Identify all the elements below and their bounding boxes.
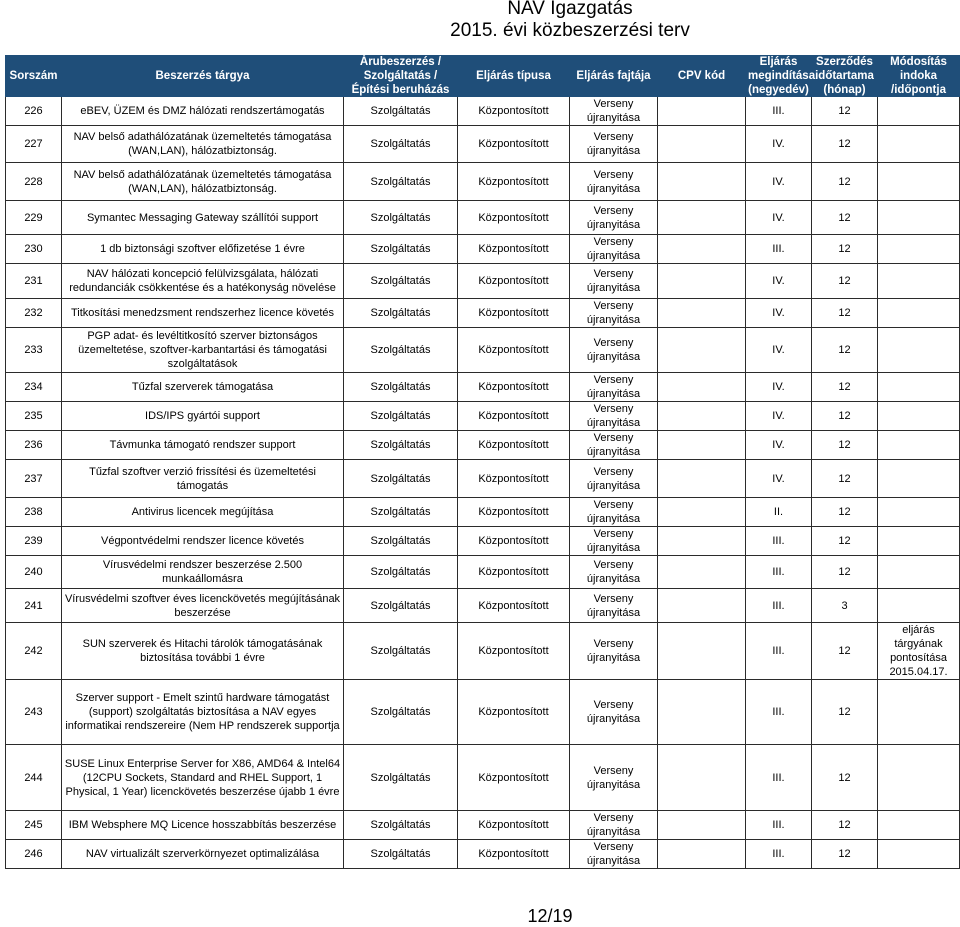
row-modification [878, 498, 960, 527]
row-cpv [658, 328, 746, 373]
row-procedure-type: Központosított [458, 623, 570, 680]
table-row [6, 556, 960, 589]
row-procedure-type: Központosított [458, 556, 570, 589]
row-procedure-kind: Verseny újranyitása [570, 97, 658, 126]
row-subject: NAV hálózati koncepció felülvizsgálata, hálózati redundanciák csökkentése és a hatékonyság növelése [62, 264, 344, 299]
row-duration: 12 [812, 373, 878, 402]
row-modification [878, 201, 960, 235]
row-procedure-type: Központosított [458, 201, 570, 235]
row-procedure-kind: Verseny újranyitása [570, 589, 658, 623]
row-subject: IBM Websphere MQ Licence hosszabbítás beszerzése [62, 811, 344, 840]
row-procedure-kind: Verseny újranyitása [570, 460, 658, 498]
row-number: 236 [6, 431, 62, 460]
row-subject: Symantec Messaging Gateway szállítói support [62, 201, 344, 235]
row-number: 232 [6, 299, 62, 328]
row-quarter: III. [746, 623, 812, 680]
row-quarter: IV. [746, 402, 812, 431]
row-duration: 12 [812, 623, 878, 680]
row-subject: Tűzfal szerverek támogatása [62, 373, 344, 402]
row-subject: Antivirus licencek megújítása [62, 498, 344, 527]
col-header-modositas: Módosítás indoka /időpontja [878, 55, 960, 97]
row-number: 243 [6, 680, 62, 745]
row-procedure-kind: Verseny újranyitása [570, 402, 658, 431]
row-cpv [658, 680, 746, 745]
row-quarter: III. [746, 97, 812, 126]
row-procedure-kind: Verseny újranyitása [570, 840, 658, 869]
row-type: Szolgáltatás [344, 126, 458, 163]
row-duration: 12 [812, 201, 878, 235]
row-modification [878, 680, 960, 745]
row-cpv [658, 235, 746, 264]
row-procedure-kind: Verseny újranyitása [570, 431, 658, 460]
row-procedure-type: Központosított [458, 680, 570, 745]
row-duration: 12 [812, 126, 878, 163]
table-row [6, 431, 960, 460]
table-row [6, 299, 960, 328]
row-quarter: III. [746, 840, 812, 869]
row-subject: SUN szerverek és Hitachi tárolók támogatásának biztosítása további 1 évre [62, 623, 344, 680]
row-modification [878, 745, 960, 811]
row-cpv [658, 126, 746, 163]
row-cpv [658, 623, 746, 680]
row-type: Szolgáltatás [344, 235, 458, 264]
row-duration: 12 [812, 460, 878, 498]
row-procedure-kind: Verseny újranyitása [570, 328, 658, 373]
row-quarter: II. [746, 498, 812, 527]
table-header [6, 55, 960, 97]
row-cpv [658, 527, 746, 556]
row-subject: 1 db biztonsági szoftver előfizetése 1 évre [62, 235, 344, 264]
row-procedure-type: Központosított [458, 498, 570, 527]
row-quarter: III. [746, 556, 812, 589]
row-modification [878, 235, 960, 264]
row-number: 246 [6, 840, 62, 869]
row-procedure-kind: Verseny újranyitása [570, 264, 658, 299]
row-subject: SUSE Linux Enterprise Server for X86, AMD64 & Intel64 (12CPU Sockets, Standard and RHEL Support, 1 Physical, 1 Year) licenckövetés beszerzése újabb 1 évre [62, 745, 344, 811]
row-procedure-type: Központosított [458, 460, 570, 498]
row-procedure-type: Központosított [458, 589, 570, 623]
row-cpv [658, 811, 746, 840]
row-modification [878, 556, 960, 589]
row-quarter: IV. [746, 299, 812, 328]
row-procedure-kind: Verseny újranyitása [570, 498, 658, 527]
row-procedure-type: Központosított [458, 299, 570, 328]
row-procedure-kind: Verseny újranyitása [570, 163, 658, 201]
row-quarter: IV. [746, 460, 812, 498]
row-cpv [658, 97, 746, 126]
col-header-cpv: CPV kód [658, 55, 746, 97]
row-quarter: III. [746, 527, 812, 556]
row-modification [878, 126, 960, 163]
row-type: Szolgáltatás [344, 431, 458, 460]
row-quarter: III. [746, 235, 812, 264]
row-quarter: IV. [746, 373, 812, 402]
row-duration: 12 [812, 811, 878, 840]
row-duration: 12 [812, 163, 878, 201]
row-cpv [658, 460, 746, 498]
row-modification [878, 328, 960, 373]
table-row [6, 680, 960, 745]
row-subject: eBEV, ÜZEM és DMZ hálózati rendszertámogatás [62, 97, 344, 126]
row-duration: 12 [812, 527, 878, 556]
row-procedure-type: Központosított [458, 126, 570, 163]
table-row [6, 264, 960, 299]
table-row [6, 498, 960, 527]
row-number: 237 [6, 460, 62, 498]
row-modification [878, 97, 960, 126]
row-procedure-kind: Verseny újranyitása [570, 623, 658, 680]
row-quarter: III. [746, 811, 812, 840]
row-modification [878, 264, 960, 299]
row-type: Szolgáltatás [344, 745, 458, 811]
table-row [6, 97, 960, 126]
row-quarter: IV. [746, 126, 812, 163]
row-number: 242 [6, 623, 62, 680]
row-subject: PGP adat- és levéltitkosító szerver biztonságos üzemeltetése, szoftver-karbantartási és támogatási szolgáltatások [62, 328, 344, 373]
document-subtitle: 2015. évi közbeszerzési terv [450, 20, 690, 41]
row-subject: Tűzfal szoftver verzió frissítési és üzemeltetési támogatás [62, 460, 344, 498]
table-row [6, 840, 960, 869]
row-procedure-type: Központosított [458, 840, 570, 869]
table-row [6, 811, 960, 840]
table-row [6, 201, 960, 235]
row-procedure-kind: Verseny újranyitása [570, 373, 658, 402]
row-type: Szolgáltatás [344, 589, 458, 623]
row-procedure-kind: Verseny újranyitása [570, 235, 658, 264]
table-row [6, 328, 960, 373]
row-type: Szolgáltatás [344, 527, 458, 556]
row-procedure-type: Központosított [458, 235, 570, 264]
row-modification [878, 811, 960, 840]
row-type: Szolgáltatás [344, 163, 458, 201]
table-row [6, 373, 960, 402]
row-subject: NAV belső adathálózatának üzemeltetés támogatása (WAN,LAN), hálózatbiztonság. [62, 163, 344, 201]
row-quarter: III. [746, 745, 812, 811]
row-subject: Távmunka támogató rendszer support [62, 431, 344, 460]
row-subject: Vírusvédelmi szoftver éves licenckövetés megújításának beszerzése [62, 589, 344, 623]
procurement-table [5, 55, 960, 869]
row-duration: 3 [812, 589, 878, 623]
table-body [6, 97, 960, 869]
row-cpv [658, 840, 746, 869]
row-procedure-kind: Verseny újranyitása [570, 745, 658, 811]
row-procedure-type: Központosított [458, 527, 570, 556]
row-cpv [658, 373, 746, 402]
row-duration: 12 [812, 97, 878, 126]
row-number: 245 [6, 811, 62, 840]
row-number: 230 [6, 235, 62, 264]
row-modification [878, 460, 960, 498]
row-quarter: IV. [746, 328, 812, 373]
row-duration: 12 [812, 235, 878, 264]
table-row [6, 126, 960, 163]
row-duration: 12 [812, 556, 878, 589]
row-duration: 12 [812, 328, 878, 373]
row-quarter: IV. [746, 264, 812, 299]
row-duration: 12 [812, 498, 878, 527]
row-cpv [658, 264, 746, 299]
table-row [6, 745, 960, 811]
row-procedure-type: Központosított [458, 328, 570, 373]
row-duration: 12 [812, 264, 878, 299]
row-cpv [658, 299, 746, 328]
row-type: Szolgáltatás [344, 402, 458, 431]
row-subject: Szerver support - Emelt szintű hardware támogatást (support) szolgáltatás biztosítása a NAV egyes informatikai rendszereire (Nem HP rendszerek supportja [62, 680, 344, 745]
row-quarter: III. [746, 589, 812, 623]
row-type: Szolgáltatás [344, 328, 458, 373]
col-header-eljaras-tipusa: Eljárás típusa [458, 55, 570, 97]
row-procedure-type: Központosított [458, 402, 570, 431]
row-duration: 12 [812, 402, 878, 431]
col-header-meginditas: Eljárás megindítása (negyedév) [746, 55, 812, 97]
row-number: 233 [6, 328, 62, 373]
row-duration: 12 [812, 431, 878, 460]
row-duration: 12 [812, 299, 878, 328]
row-cpv [658, 556, 746, 589]
row-type: Szolgáltatás [344, 201, 458, 235]
row-duration: 12 [812, 745, 878, 811]
table-row [6, 589, 960, 623]
col-header-sorszam: Sorszám [6, 55, 62, 97]
row-procedure-type: Központosított [458, 163, 570, 201]
row-cpv [658, 498, 746, 527]
row-number: 241 [6, 589, 62, 623]
row-procedure-type: Központosított [458, 745, 570, 811]
row-number: 244 [6, 745, 62, 811]
row-quarter: IV. [746, 431, 812, 460]
row-modification [878, 299, 960, 328]
page-number: 12/19 [527, 906, 573, 926]
col-header-tipus: Árubeszerzés / Szolgáltatás / Építési beruházás [344, 55, 458, 97]
row-number: 238 [6, 498, 62, 527]
document-title: NAV Igazgatás [507, 0, 633, 19]
table-row [6, 235, 960, 264]
row-subject: Vírusvédelmi rendszer beszerzése 2.500 munkaállomásra [62, 556, 344, 589]
row-procedure-kind: Verseny újranyitása [570, 527, 658, 556]
row-modification [878, 402, 960, 431]
row-subject: Titkosítási menedzsment rendszerhez licence követés [62, 299, 344, 328]
row-procedure-kind: Verseny újranyitása [570, 556, 658, 589]
row-subject: Végpontvédelmi rendszer licence követés [62, 527, 344, 556]
row-modification [878, 373, 960, 402]
row-type: Szolgáltatás [344, 623, 458, 680]
row-subject: NAV belső adathálózatának üzemeltetés támogatása (WAN,LAN), hálózatbiztonság. [62, 126, 344, 163]
row-type: Szolgáltatás [344, 811, 458, 840]
row-procedure-type: Központosított [458, 431, 570, 460]
row-type: Szolgáltatás [344, 299, 458, 328]
table-row [6, 402, 960, 431]
row-number: 239 [6, 527, 62, 556]
row-procedure-type: Központosított [458, 264, 570, 299]
row-modification [878, 840, 960, 869]
table-row [6, 623, 960, 680]
row-duration: 12 [812, 680, 878, 745]
row-quarter: IV. [746, 201, 812, 235]
row-number: 234 [6, 373, 62, 402]
row-modification [878, 431, 960, 460]
row-procedure-kind: Verseny újranyitása [570, 299, 658, 328]
row-type: Szolgáltatás [344, 97, 458, 126]
row-cpv [658, 402, 746, 431]
row-procedure-kind: Verseny újranyitása [570, 126, 658, 163]
row-number: 229 [6, 201, 62, 235]
row-modification [878, 589, 960, 623]
row-type: Szolgáltatás [344, 373, 458, 402]
row-cpv [658, 589, 746, 623]
row-type: Szolgáltatás [344, 460, 458, 498]
table-row [6, 527, 960, 556]
row-subject: IDS/IPS gyártói support [62, 402, 344, 431]
row-procedure-type: Központosított [458, 97, 570, 126]
row-number: 240 [6, 556, 62, 589]
row-quarter: III. [746, 680, 812, 745]
col-header-eljaras-fajtaja: Eljárás fajtája [570, 55, 658, 97]
row-number: 226 [6, 97, 62, 126]
row-number: 235 [6, 402, 62, 431]
row-cpv [658, 201, 746, 235]
row-number: 227 [6, 126, 62, 163]
table-row [6, 460, 960, 498]
row-type: Szolgáltatás [344, 498, 458, 527]
row-procedure-type: Központosított [458, 373, 570, 402]
row-cpv [658, 431, 746, 460]
row-cpv [658, 745, 746, 811]
col-header-idotartam: Szerződés időtartama (hónap) [812, 55, 878, 97]
row-type: Szolgáltatás [344, 556, 458, 589]
row-type: Szolgáltatás [344, 680, 458, 745]
row-type: Szolgáltatás [344, 840, 458, 869]
row-modification [878, 527, 960, 556]
table-row [6, 163, 960, 201]
row-cpv [658, 163, 746, 201]
row-duration: 12 [812, 840, 878, 869]
row-procedure-kind: Verseny újranyitása [570, 680, 658, 745]
row-subject: NAV virtualizált szerverkörnyezet optimalizálása [62, 840, 344, 869]
row-type: Szolgáltatás [344, 264, 458, 299]
row-modification [878, 163, 960, 201]
row-quarter: IV. [746, 163, 812, 201]
row-procedure-type: Központosított [458, 811, 570, 840]
col-header-targy: Beszerzés tárgya [62, 55, 344, 97]
row-procedure-kind: Verseny újranyitása [570, 201, 658, 235]
row-number: 228 [6, 163, 62, 201]
row-modification: eljárás tárgyának pontosítása 2015.04.17. [878, 623, 960, 680]
row-number: 231 [6, 264, 62, 299]
row-procedure-kind: Verseny újranyitása [570, 811, 658, 840]
